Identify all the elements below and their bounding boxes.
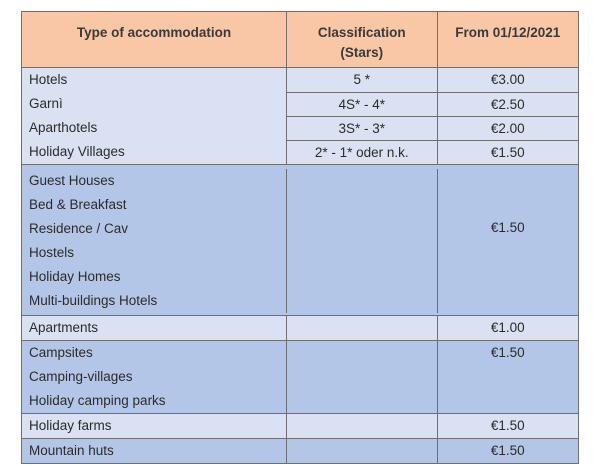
header-classification-line2: (Stars)	[340, 45, 384, 60]
price-guest-houses-group: €1.50	[490, 220, 525, 235]
stars-cell-empty	[286, 414, 436, 438]
type-apartments: Apartments	[29, 320, 99, 335]
type-holiday-camping-parks: Holiday camping parks	[29, 393, 166, 408]
price-aparthotels: €2.00	[438, 116, 579, 140]
price-cell	[437, 316, 579, 340]
header-accommodation-type: Type of accommodation	[76, 25, 232, 40]
type-camping-villages: Camping-villages	[29, 369, 133, 384]
type-residence-cav: Residence / Cav	[29, 221, 129, 236]
price-cell	[437, 341, 579, 413]
stars-cell	[286, 68, 436, 164]
header-price-date: From 01/12/2021	[437, 12, 579, 67]
price-hotels: €3.00	[490, 72, 525, 87]
header-classification-line1: Classification	[317, 25, 406, 40]
price-cell	[437, 414, 579, 438]
type-garni: Garnì	[29, 96, 63, 111]
type-aparthotels: Aparthotels	[29, 120, 98, 135]
table-row-group-hotels	[21, 68, 579, 165]
type-cell	[22, 169, 286, 313]
type-cell	[22, 414, 286, 438]
type-cell	[22, 316, 286, 340]
price-campsites-group: €1.50	[490, 345, 525, 360]
stars-cell-empty	[286, 316, 436, 340]
table-row-holiday-farms	[21, 414, 579, 439]
price-cell	[437, 68, 579, 164]
table-row-mountain-huts	[21, 439, 579, 464]
table-header-row	[21, 11, 579, 68]
type-holiday-homes: Holiday Homes	[29, 269, 121, 284]
price-garni: €2.50	[438, 92, 579, 116]
type-cell	[22, 341, 286, 413]
type-bed-breakfast: Bed & Breakfast	[29, 197, 127, 212]
stars-aparthotels: 3S* - 3*	[287, 116, 436, 140]
table-row-apartments	[21, 316, 579, 341]
stars-holiday-villages: 2* - 1* oder n.k.	[287, 140, 436, 164]
stars-cell-empty	[286, 341, 436, 413]
table-row-group-guest-houses	[21, 165, 579, 316]
type-guest-houses: Guest Houses	[29, 173, 115, 188]
type-hotels: Hotels	[29, 72, 68, 87]
type-holiday-villages: Holiday Villages	[29, 144, 125, 159]
header-classification	[286, 12, 436, 67]
type-hostels: Hostels	[29, 245, 75, 260]
type-cell	[22, 439, 286, 463]
stars-hotels: 5 *	[353, 72, 371, 87]
table-row-group-campsites	[21, 341, 579, 414]
price-cell	[437, 439, 579, 463]
price-mountain-huts: €1.50	[490, 443, 525, 458]
type-mountain-huts: Mountain huts	[29, 443, 114, 458]
tourist-tax-table	[21, 11, 579, 464]
stars-garni: 4S* - 4*	[287, 92, 436, 116]
price-apartments: €1.00	[490, 320, 525, 335]
type-cell	[22, 68, 286, 164]
type-holiday-farms: Holiday farms	[29, 418, 112, 433]
type-multi-buildings-hotels: Multi-buildings Hotels	[29, 293, 158, 308]
price-holiday-villages: €1.50	[438, 140, 579, 164]
type-campsites: Campsites	[29, 345, 93, 360]
stars-cell-empty	[286, 169, 436, 313]
stars-cell-empty	[286, 439, 436, 463]
price-cell	[437, 169, 579, 313]
price-holiday-farms: €1.50	[490, 418, 525, 433]
